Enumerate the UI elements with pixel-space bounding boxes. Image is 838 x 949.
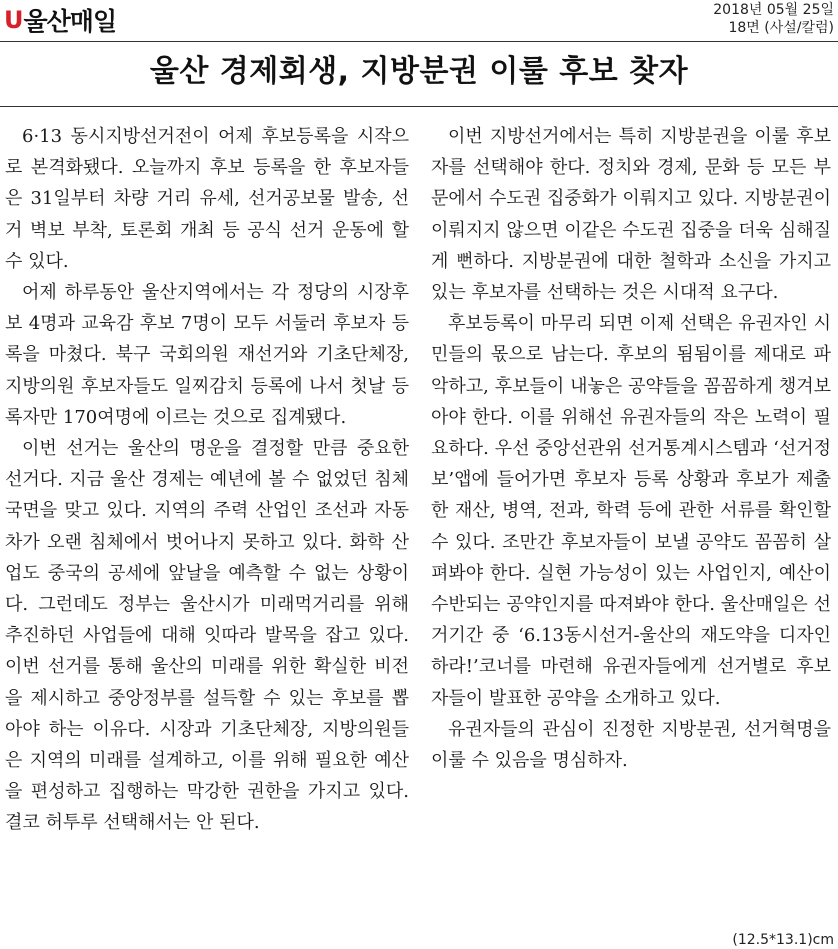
logo-mark-icon: U <box>4 6 23 34</box>
article-paragraph: 이번 선거는 울산의 명운을 결정할 만큼 중요한 선거다. 지금 울산 경제는 예년에 볼 수 없었던 침체 국면을 맞고 있다. 지역의 주력 산업인 조선과 자동차가 오랜 침체에서 벗어나지 못하고 있다. 화학 산업도 중국의 공세에 앞날을 예측할 수 없는 상황이다. 그런데도 정부는 울산시가 미래먹거리를 위해 추진하던 사업들에 대해 잇따라 발목을 잡고 있다. 이번 선거를 통해 울산의 미래를 위한 확실한 비전을 제시하고 중앙정부를 설득할 수 있는 후보를 뽑아야 하는 이유다. 시장과 기초단체장, 지방의원들은 지역의 미래를 설계하고, 이를 위해 필요한 예산을 편성하고 집행하는 막강한 권한을 가지고 있다. 결코 허투루 선택해서는 안 된다. <box>5 438 409 834</box>
article-paragraph: 어제 하루동안 울산지역에서는 각 정당의 시장후보 4명과 교육감 후보 7명이 모두 서둘러 후보자 등록을 마쳤다. 북구 국회의원 재선거와 기초단체장, 지방의원 후보자들도 일찌감치 등록에 나서 첫날 등록자만 170여명에 이르는 것으로 집계됐다. <box>5 282 409 428</box>
article-paragraph: 6·13 동시지방선거전이 어제 후보등록을 시작으로 본격화됐다. 오늘까지 후보 등록을 한 후보자들은 31일부터 차량 거리 유세, 선거공보물 발송, 선거 벽보 부착, 토론회 개최 등 공식 선거 운동에 할 수 있다. <box>5 126 409 272</box>
issue-date: 2018년 05월 25일 <box>713 2 834 18</box>
header-divider <box>0 41 838 42</box>
headline-divider <box>0 106 838 107</box>
page-section: 18면 (사설/칼럼) <box>728 20 834 36</box>
masthead <box>0 0 838 40</box>
article-headline: 울산 경제회생, 지방분권 이룰 후보 찾자 <box>149 54 689 89</box>
article-paragraph: 유권자들의 관심이 진정한 지방분권, 선거혁명을 이룰 수 있음을 명심하자. <box>431 718 831 772</box>
issue-meta <box>713 1 834 37</box>
article-column-right <box>431 121 831 776</box>
article-column-left <box>5 121 409 839</box>
article-size-note: (12.5*13.1)cm <box>732 932 834 948</box>
logo-text: 울산매일 <box>23 7 117 36</box>
article-paragraph: 후보등록이 마무리 되면 이제 선택은 유권자인 시민들의 몫으로 남는다. 후보의 됨됨이를 제대로 파악하고, 후보들이 내놓은 공약들을 꼼꼼하게 챙겨보아야 한다. 이를 위해선 유권자들의 작은 노력이 필요하다. 우선 중앙선관위 선거통계시스템과 ‘선거정보’앱에 들어가면 후보자 등록 상황과 후보가 제출한 재산, 병역, 전과, 학력 등에 관한 서류를 확인할 수 있다. 조만간 후보자들이 보낼 공약도 꼼꼼히 살펴봐야 한다. 실현 가능성이 있는 사업인지, 예산이 수반되는 공약인지를 따져봐야 한다. 울산매일은 선거기간 중 ‘6.13동시선거-울산의 재도약을 디자인하라!’코너를 마련해 유권자들에게 선거별로 후보자들이 발표한 공약을 소개하고 있다. <box>431 313 831 709</box>
article-paragraph: 이번 지방선거에서는 특히 지방분권을 이룰 후보자를 선택해야 한다. 정치와 경제, 문화 등 모든 부문에서 수도권 집중화가 이뤄지고 있다. 지방분권이 이뤄지지 않으면 이같은 수도권 집중을 더욱 심해질게 뻔하다. 지방분권에 대한 철학과 소신을 가지고 있는 후보자를 선택하는 것은 시대적 요구다. <box>431 126 831 304</box>
newspaper-logo[interactable] <box>4 2 116 38</box>
